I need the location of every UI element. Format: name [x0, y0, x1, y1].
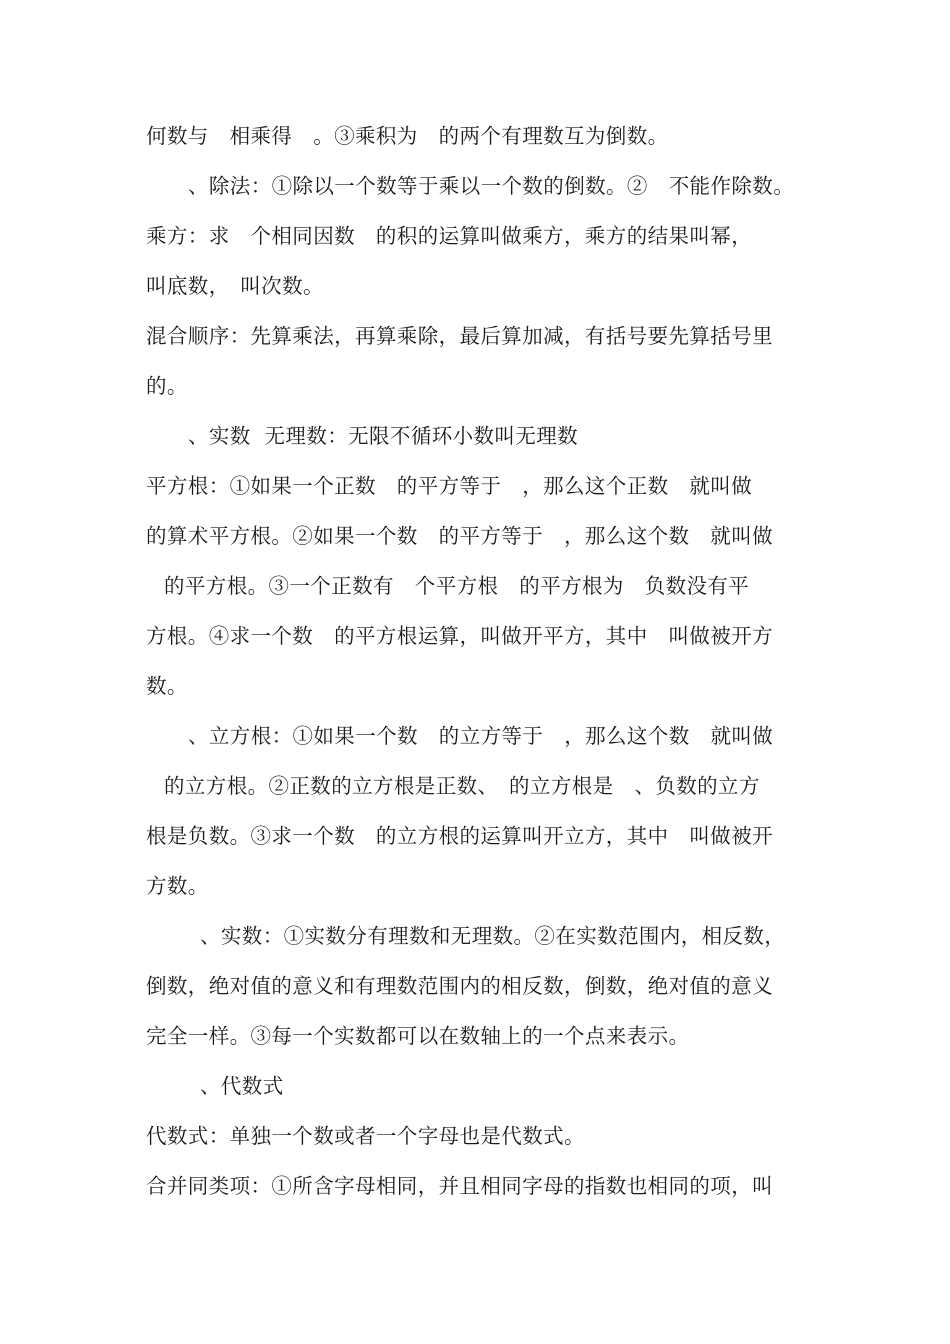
text-line-8: 平方根：①如果一个正数 的平方等于 ，那么这个正数 就叫做 [146, 474, 753, 498]
text-line-18: 倒数，绝对值的意义和有理数范围内的相反数，倒数，绝对值的意义 [146, 974, 773, 998]
text-line-7: 、实数 无理数：无限不循环小数叫无理数 [188, 424, 579, 448]
text-line-12: 数。 [146, 674, 188, 698]
text-line-3: 乘方：求 个相同因数 的积的运算叫做乘方，乘方的结果叫幂， [146, 224, 753, 248]
text-line-2: 、除法：①除以一个数等于乘以一个数的倒数。② 不能作除数。 [188, 174, 795, 198]
text-line-11: 方根。④求一个数 的平方根运算，叫做开平方，其中 叫做被开方 [146, 624, 773, 648]
text-line-9: 的算术平方根。②如果一个数 的平方等于 ，那么这个数 就叫做 [146, 524, 773, 548]
text-line-6: 的。 [146, 374, 188, 398]
text-line-10: 的平方根。③一个正数有 个平方根 的平方根为 负数没有平 [164, 574, 750, 598]
text-line-19: 完全一样。③每一个实数都可以在数轴上的一个点来表示。 [146, 1024, 690, 1048]
text-line-17: 、实数：①实数分有理数和无理数。②在实数范围内，相反数， [200, 924, 786, 948]
text-line-13: 、立方根：①如果一个数 的立方等于 ，那么这个数 就叫做 [188, 724, 774, 748]
text-line-4: 叫底数， 叫次数。 [146, 274, 324, 298]
text-line-20: 、代数式 [200, 1074, 284, 1098]
text-line-16: 方数。 [146, 874, 209, 898]
text-line-1: 何数与 相乘得 。③乘积为 的两个有理数互为倒数。 [146, 124, 669, 148]
text-line-15: 根是负数。③求一个数 的立方根的运算叫开立方，其中 叫做被开 [146, 824, 773, 848]
text-line-21: 代数式：单独一个数或者一个字母也是代数式。 [146, 1124, 585, 1148]
text-line-22: 合并同类项：①所含字母相同，并且相同字母的指数也相同的项，叫 [146, 1174, 773, 1198]
text-line-14: 的立方根。②正数的立方根是正数、 的立方根是 、负数的立方 [164, 774, 760, 798]
text-line-5: 混合顺序：先算乘法，再算乘除，最后算加减，有括号要先算括号里 [146, 324, 773, 348]
